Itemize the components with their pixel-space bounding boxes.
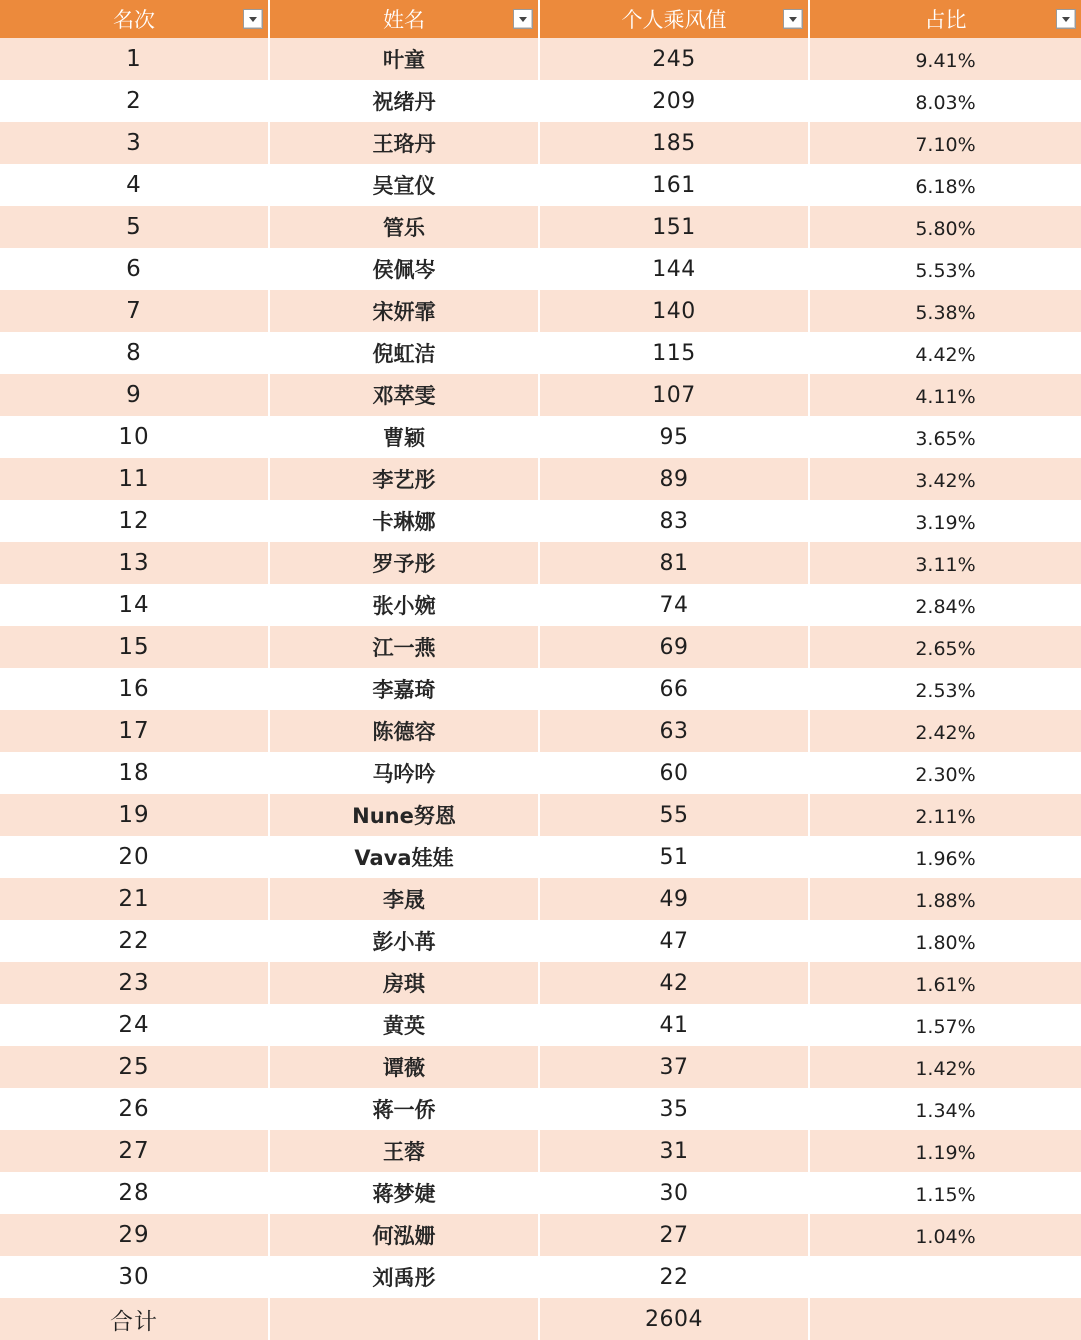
cell-rank: 16	[0, 668, 270, 710]
cell-value: 95	[540, 416, 810, 458]
cell-name: 王珞丹	[270, 122, 540, 164]
cell-rank: 12	[0, 500, 270, 542]
filter-dropdown-icon	[249, 17, 257, 22]
table-row	[0, 962, 1081, 1004]
total-name-cell	[270, 1298, 540, 1340]
cell-share: 2.30%	[810, 752, 1081, 794]
cell-rank: 6	[0, 248, 270, 290]
cell-value: 51	[540, 836, 810, 878]
cell-share	[810, 1256, 1081, 1298]
cell-value: 74	[540, 584, 810, 626]
cell-share: 9.41%	[810, 38, 1081, 80]
cell-name: 侯佩岑	[270, 248, 540, 290]
cell-share: 2.53%	[810, 668, 1081, 710]
table-row	[0, 878, 1081, 920]
table-row	[0, 1088, 1081, 1130]
table-row	[0, 332, 1081, 374]
cell-name: Nune努恩	[270, 794, 540, 836]
cell-name: 谭薇	[270, 1046, 540, 1088]
table-row	[0, 122, 1081, 164]
cell-value: 66	[540, 668, 810, 710]
cell-rank: 19	[0, 794, 270, 836]
table-row	[0, 626, 1081, 668]
cell-value: 89	[540, 458, 810, 500]
cell-share: 4.42%	[810, 332, 1081, 374]
cell-rank: 7	[0, 290, 270, 332]
table-row	[0, 710, 1081, 752]
cell-value: 42	[540, 962, 810, 1004]
table-row	[0, 416, 1081, 458]
total-row	[0, 1298, 1081, 1340]
filter-dropdown-icon	[789, 17, 797, 22]
cell-value: 31	[540, 1130, 810, 1172]
cell-share: 5.53%	[810, 248, 1081, 290]
cell-value: 63	[540, 710, 810, 752]
cell-name: Vava娃娃	[270, 836, 540, 878]
cell-rank: 24	[0, 1004, 270, 1046]
cell-name: 陈德容	[270, 710, 540, 752]
cell-value: 151	[540, 206, 810, 248]
cell-share: 8.03%	[810, 80, 1081, 122]
table-row	[0, 752, 1081, 794]
cell-value: 209	[540, 80, 810, 122]
cell-share: 1.88%	[810, 878, 1081, 920]
cell-name: 张小婉	[270, 584, 540, 626]
column-header-label: 姓名	[383, 8, 425, 32]
cell-rank: 18	[0, 752, 270, 794]
header-row	[0, 0, 1081, 38]
cell-rank: 28	[0, 1172, 270, 1214]
cell-name: 卡琳娜	[270, 500, 540, 542]
cell-value: 81	[540, 542, 810, 584]
cell-value: 55	[540, 794, 810, 836]
cell-share: 1.96%	[810, 836, 1081, 878]
table-row	[0, 248, 1081, 290]
table-row	[0, 1172, 1081, 1214]
filter-dropdown-button[interactable]	[783, 9, 803, 29]
cell-name: 宋妍霏	[270, 290, 540, 332]
total-share-cell	[810, 1298, 1081, 1340]
cell-share: 1.34%	[810, 1088, 1081, 1130]
cell-name: 吴宣仪	[270, 164, 540, 206]
filter-dropdown-icon	[519, 17, 527, 22]
cell-name: 倪虹洁	[270, 332, 540, 374]
cell-name: 刘禹彤	[270, 1256, 540, 1298]
cell-rank: 5	[0, 206, 270, 248]
cell-value: 83	[540, 500, 810, 542]
cell-value: 115	[540, 332, 810, 374]
cell-share: 6.18%	[810, 164, 1081, 206]
cell-rank: 27	[0, 1130, 270, 1172]
cell-name: 祝绪丹	[270, 80, 540, 122]
cell-share: 1.42%	[810, 1046, 1081, 1088]
table-row	[0, 794, 1081, 836]
table-row	[0, 374, 1081, 416]
filter-dropdown-icon	[1062, 17, 1070, 22]
table-row	[0, 1214, 1081, 1256]
table-row	[0, 164, 1081, 206]
table-header	[0, 0, 1081, 38]
table-row	[0, 1130, 1081, 1172]
cell-share: 2.11%	[810, 794, 1081, 836]
table-row	[0, 500, 1081, 542]
cell-name: 马吟吟	[270, 752, 540, 794]
cell-value: 140	[540, 290, 810, 332]
table-row	[0, 458, 1081, 500]
cell-share: 1.15%	[810, 1172, 1081, 1214]
cell-rank: 9	[0, 374, 270, 416]
cell-share: 5.80%	[810, 206, 1081, 248]
cell-name: 黄英	[270, 1004, 540, 1046]
table-row	[0, 1256, 1081, 1298]
cell-share: 1.19%	[810, 1130, 1081, 1172]
table-row	[0, 1004, 1081, 1046]
cell-name: 江一燕	[270, 626, 540, 668]
table-row	[0, 80, 1081, 122]
filter-dropdown-button[interactable]	[513, 9, 533, 29]
cell-share: 1.61%	[810, 962, 1081, 1004]
cell-share: 2.42%	[810, 710, 1081, 752]
cell-name: 罗予彤	[270, 542, 540, 584]
cell-rank: 1	[0, 38, 270, 80]
cell-share: 1.57%	[810, 1004, 1081, 1046]
table-row	[0, 836, 1081, 878]
cell-share: 1.80%	[810, 920, 1081, 962]
column-header-label: 占比	[924, 8, 967, 32]
cell-share: 4.11%	[810, 374, 1081, 416]
cell-share: 5.38%	[810, 290, 1081, 332]
cell-share: 1.04%	[810, 1214, 1081, 1256]
cell-rank: 30	[0, 1256, 270, 1298]
cell-name: 李嘉琦	[270, 668, 540, 710]
cell-name: 蒋一侨	[270, 1088, 540, 1130]
cell-rank: 10	[0, 416, 270, 458]
cell-value: 49	[540, 878, 810, 920]
table-body	[0, 38, 1081, 1340]
column-header-value	[540, 0, 810, 38]
cell-rank: 23	[0, 962, 270, 1004]
table-row	[0, 1046, 1081, 1088]
cell-share: 3.11%	[810, 542, 1081, 584]
filter-dropdown-button[interactable]	[243, 9, 263, 29]
total-label: 合计	[0, 1298, 270, 1340]
cell-value: 27	[540, 1214, 810, 1256]
cell-rank: 14	[0, 584, 270, 626]
column-header-share	[810, 0, 1081, 38]
cell-rank: 13	[0, 542, 270, 584]
column-header-label: 个人乘风值	[621, 8, 727, 32]
cell-rank: 3	[0, 122, 270, 164]
column-header-name	[270, 0, 540, 38]
cell-value: 245	[540, 38, 810, 80]
cell-name: 邓萃雯	[270, 374, 540, 416]
table-row	[0, 206, 1081, 248]
total-value: 2604	[540, 1298, 810, 1340]
cell-value: 107	[540, 374, 810, 416]
cell-name: 房琪	[270, 962, 540, 1004]
cell-rank: 21	[0, 878, 270, 920]
cell-value: 161	[540, 164, 810, 206]
cell-share: 2.65%	[810, 626, 1081, 668]
table-row	[0, 290, 1081, 332]
cell-rank: 15	[0, 626, 270, 668]
cell-share: 3.42%	[810, 458, 1081, 500]
cell-rank: 22	[0, 920, 270, 962]
cell-rank: 11	[0, 458, 270, 500]
cell-value: 60	[540, 752, 810, 794]
cell-name: 管乐	[270, 206, 540, 248]
cell-value: 144	[540, 248, 810, 290]
cell-name: 何泓姗	[270, 1214, 540, 1256]
table-row	[0, 584, 1081, 626]
cell-share: 2.84%	[810, 584, 1081, 626]
cell-rank: 4	[0, 164, 270, 206]
column-header-label: 名次	[113, 8, 155, 32]
cell-share: 3.65%	[810, 416, 1081, 458]
cell-name: 曹颖	[270, 416, 540, 458]
cell-value: 41	[540, 1004, 810, 1046]
cell-rank: 2	[0, 80, 270, 122]
cell-rank: 25	[0, 1046, 270, 1088]
cell-share: 3.19%	[810, 500, 1081, 542]
cell-value: 30	[540, 1172, 810, 1214]
table-row	[0, 920, 1081, 962]
table-row	[0, 542, 1081, 584]
cell-name: 叶童	[270, 38, 540, 80]
filter-dropdown-button[interactable]	[1056, 9, 1076, 29]
cell-name: 李艺彤	[270, 458, 540, 500]
cell-value: 37	[540, 1046, 810, 1088]
cell-share: 7.10%	[810, 122, 1081, 164]
cell-rank: 17	[0, 710, 270, 752]
cell-rank: 26	[0, 1088, 270, 1130]
column-header-rank	[0, 0, 270, 38]
cell-value: 35	[540, 1088, 810, 1130]
cell-rank: 29	[0, 1214, 270, 1256]
cell-value: 185	[540, 122, 810, 164]
table-row	[0, 668, 1081, 710]
cell-value: 47	[540, 920, 810, 962]
cell-name: 李晟	[270, 878, 540, 920]
cell-value: 22	[540, 1256, 810, 1298]
cell-name: 彭小苒	[270, 920, 540, 962]
cell-name: 蒋梦婕	[270, 1172, 540, 1214]
cell-value: 69	[540, 626, 810, 668]
table-row	[0, 38, 1081, 80]
cell-rank: 8	[0, 332, 270, 374]
cell-name: 王蓉	[270, 1130, 540, 1172]
cell-rank: 20	[0, 836, 270, 878]
